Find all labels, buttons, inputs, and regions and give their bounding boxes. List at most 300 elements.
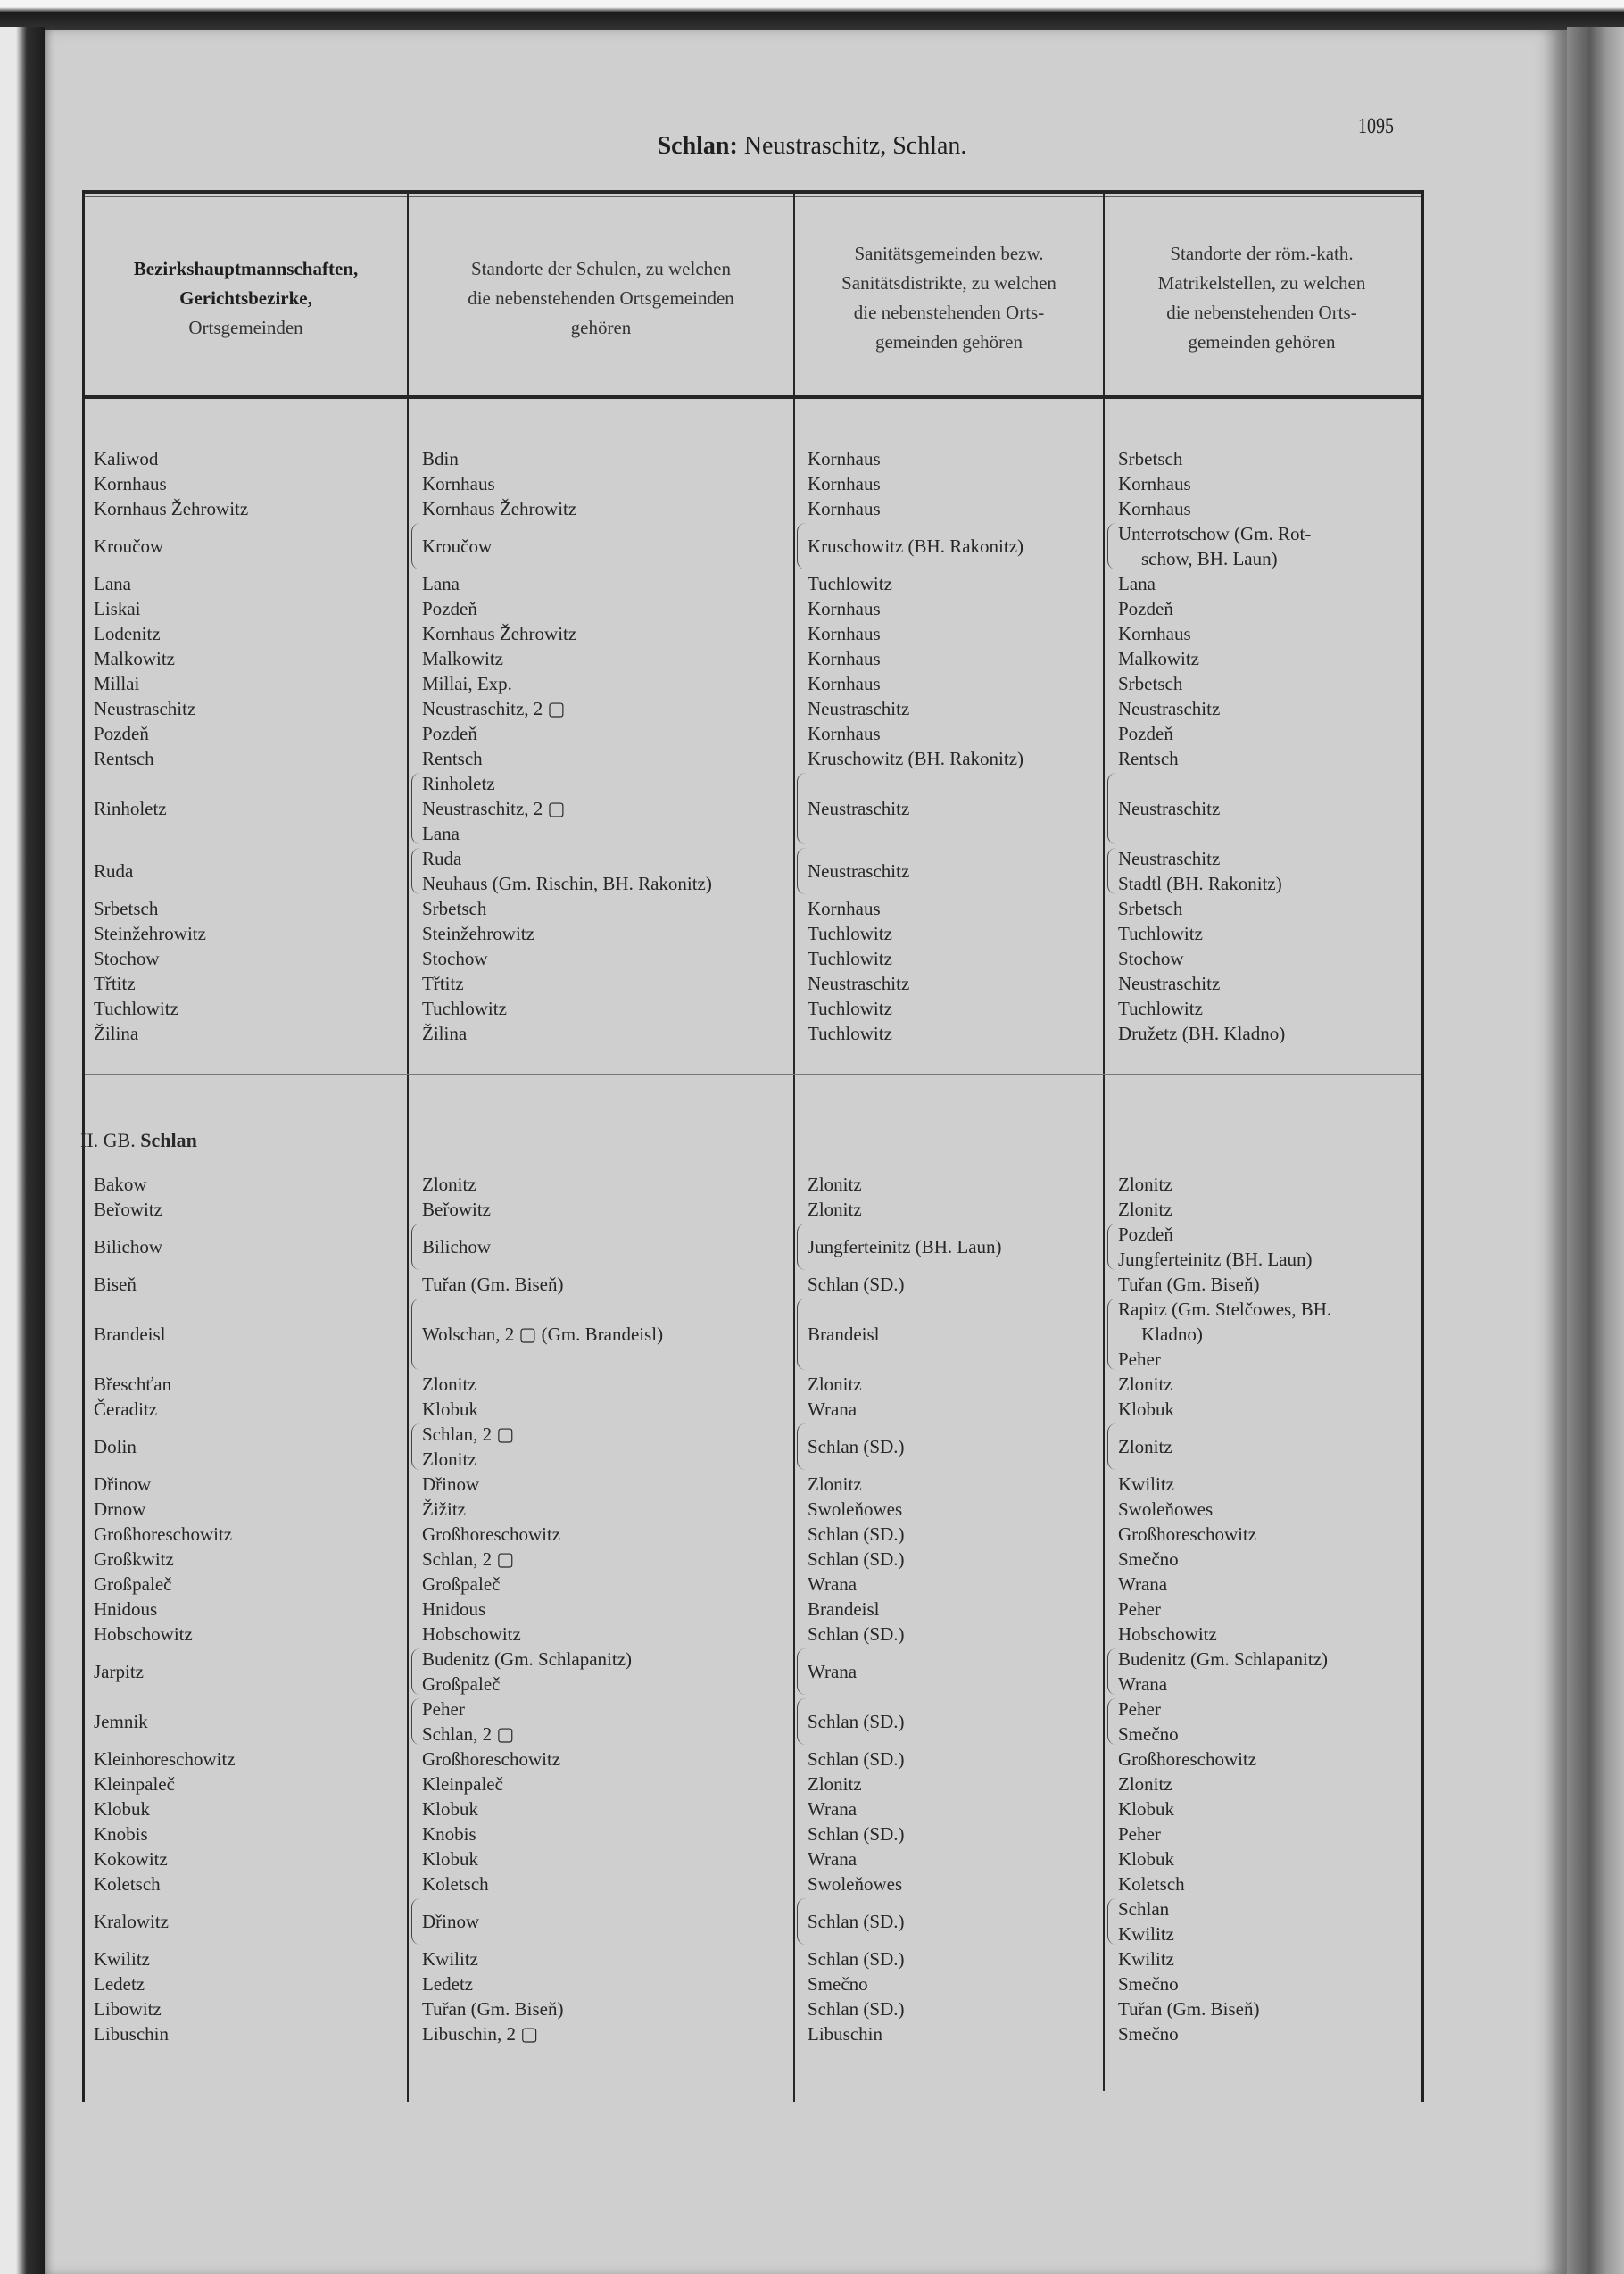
cell-line: Jungferteinitz (BH. Laun) [1118,1249,1313,1270]
cell-line: Neustraschitz, 2 ▢ [422,698,566,719]
cell-line: Unterrotschow (Gm. Rot- [1118,523,1312,544]
ortsgemeinde-name: Kwilitz [94,1948,150,1970]
cell-gemeinde [94,846,133,896]
cell-line: Millai, Exp. [422,673,512,694]
cell-line: Rentsch [1118,748,1179,769]
brace-icon [1107,523,1117,569]
cell-line: Bilichow [422,1236,491,1257]
cell-line: Kornhaus [1118,473,1191,494]
brace-icon [797,1698,807,1745]
cell-matrikel [1118,1747,1256,1772]
cell-schule [422,1272,563,1297]
cell-schule [422,921,534,946]
cell-line: Neustraschitz [808,798,910,819]
cell-line: Zlonitz [1118,1174,1172,1195]
brace-icon [411,1299,421,1370]
cell-gemeinde [94,621,161,646]
cell-line: Schlan (SD.) [808,1911,905,1932]
cell-schule [422,1747,560,1772]
cell-line: Tuchlowitz [808,573,892,594]
ortsgemeinde-name: Kralowitz [94,1911,169,1932]
cell-gemeinde [94,1372,171,1397]
cell-matrikel [1118,1372,1172,1397]
ortsgemeinde-name: Bilichow [94,1236,162,1257]
cell-line: Neustraschitz [1118,798,1221,819]
ortsgemeinde-name: Kleinhoreschowitz [94,1748,236,1770]
cell-schule [422,1572,500,1597]
cell-line: Großhoreschowitz [1118,1748,1257,1770]
cell-line: Budenitz (Gm. Schlapanitz) [422,1648,633,1670]
ortsgemeinde-name: Žilina [94,1023,139,1044]
cell-line: Knobis [422,1823,476,1845]
ortsgemeinde-name: Kroučow [94,535,164,557]
cell-matrikel [1118,1222,1313,1272]
cell-gemeinde [94,1522,232,1547]
cell-line: Smečno [808,1973,868,1995]
cell-gemeinde [94,1272,137,1297]
cell-sanitaet [808,771,909,846]
register-table [82,190,1424,2102]
cell-schule [422,896,486,921]
cell-schule [422,721,477,746]
cell-line: Kornhaus Žehrowitz [422,498,577,519]
ortsgemeinde-name: Biseň [94,1274,137,1295]
cell-matrikel [1118,1272,1259,1297]
cell-gemeinde [94,1197,162,1222]
cell-gemeinde [94,1597,157,1622]
cell-line: Swoleňowes [1118,1498,1214,1520]
column-divider-1 [407,190,409,2102]
cell-line: Klobuk [422,1798,478,1820]
cell-gemeinde [94,1971,145,1996]
cell-sanitaet [808,1697,905,1747]
ortsgemeinde-name: Břeschťan [94,1374,172,1395]
cell-line: Schlan (SD.) [808,1748,905,1770]
cell-line: Neustraschitz [1118,973,1221,994]
cell-line: Srbetsch [1118,673,1183,694]
cell-line: Kornhaus [808,623,881,644]
cell-line: Schlan (SD.) [808,1823,905,1845]
cell-schule [422,1522,560,1547]
cell-line: Kwilitz [1118,1923,1174,1945]
cell-line: Družetz (BH. Kladno) [1118,1023,1286,1044]
cell-line: Neustraschitz [1118,698,1221,719]
page-number: 1095 [1358,114,1394,138]
cell-line: Schlan, 2 ▢ [422,1548,515,1570]
cell-matrikel [1118,971,1220,996]
cell-sanitaet [808,521,1023,571]
cell-schule [422,671,512,696]
ortsgemeinde-name: Kaliwod [94,448,159,469]
cell-gemeinde [94,1822,148,1847]
cell-line: Kornhaus [808,673,881,694]
header-gemeinden: Bezirkshauptmannschaften, Gerichtsbezirke, Ortsgemeinden [133,257,359,338]
ortsgemeinde-name: Lana [94,573,131,594]
ortsgemeinde-name: Knobis [94,1823,148,1845]
scan-left-edge [0,27,45,2274]
cell-gemeinde [94,921,206,946]
cell-sanitaet [808,571,892,596]
cell-schule [422,621,576,646]
cell-matrikel [1118,1772,1172,1797]
ortsgemeinde-name: Großkwitz [94,1548,174,1570]
cell-line: Beřowitz [422,1199,491,1220]
cell-matrikel [1118,1822,1161,1847]
cell-gemeinde [94,996,178,1021]
ortsgemeinde-name: Tuchlowitz [94,998,178,1019]
cell-line: Malkowitz [422,648,503,669]
cell-matrikel [1118,1896,1174,1946]
section-divider [85,1074,1421,1075]
cell-line: Tuchlowitz [808,998,892,1019]
brace-icon [411,523,421,569]
cell-line: Zlonitz [1118,1436,1172,1457]
cell-matrikel [1118,1647,1328,1697]
cell-schule [422,596,477,621]
cell-line: Schlan (SD.) [808,1548,905,1570]
brace-icon [797,848,807,894]
cell-schule [422,1797,478,1822]
cell-sanitaet [808,1422,905,1472]
cell-matrikel [1118,771,1220,846]
brace-icon [797,1898,807,1945]
cell-gemeinde [94,1946,150,1971]
cell-sanitaet [808,1871,902,1896]
cell-matrikel [1118,696,1220,721]
cell-line: Zlonitz [422,1374,476,1395]
cell-line: Třtitz [422,973,464,994]
cell-gemeinde [94,1472,151,1497]
cell-line: Rapitz (Gm. Stelčowes, BH. [1118,1299,1332,1320]
cell-sanitaet [808,646,881,671]
brace-icon [1107,1698,1117,1745]
cell-gemeinde [94,596,141,621]
cell-sanitaet [808,446,881,471]
cell-schule [422,971,464,996]
cell-schule [422,1547,514,1572]
ortsgemeinde-name: Kornhaus [94,473,167,494]
cell-schule [422,946,488,971]
column-divider-3 [1103,190,1105,2091]
cell-line: Kornhaus [1118,498,1191,519]
cell-matrikel [1118,2021,1179,2046]
cell-gemeinde [94,971,136,996]
cell-schule [422,1422,514,1472]
cell-gemeinde [94,1497,145,1522]
cell-line: Kornhaus [808,648,881,669]
cell-line: Zlonitz [422,1448,476,1470]
cell-matrikel [1118,571,1156,596]
cell-schule [422,1397,478,1422]
cell-matrikel [1118,1597,1161,1622]
cell-gemeinde [94,646,175,671]
cell-line: Žižitz [422,1498,466,1520]
running-head [0,132,1624,161]
cell-line: Dřinow [422,1911,480,1932]
cell-sanitaet [808,696,909,721]
cell-line: Kwilitz [1118,1473,1174,1495]
cell-schule [422,1021,467,1046]
cell-line: Pozdeň [1118,598,1173,619]
cell-schule [422,1172,476,1197]
cell-gemeinde [94,1021,138,1046]
cell-gemeinde [94,1871,161,1896]
cell-line: Hobschowitz [1118,1623,1217,1645]
cell-line: Brandeisl [808,1324,880,1345]
cell-schule [422,1647,632,1697]
brace-icon [1107,1648,1117,1695]
cell-sanitaet [808,1647,857,1697]
header-schulen: Standorte der Schulen, zu welchen die nebenstehenden Ortsgemeinden gehören [468,257,734,338]
cell-sanitaet [808,896,881,921]
brace-icon [797,1648,807,1695]
cell-gemeinde [94,746,154,771]
cell-line: Koletsch [422,1873,489,1895]
cell-line: Tuchlowitz [422,998,507,1019]
cell-matrikel [1118,496,1191,521]
cell-gemeinde [94,1996,162,2021]
cell-line: Lana [422,823,460,844]
cell-line: Swoleňowes [808,1498,903,1520]
cell-line: Neustraschitz [808,860,910,882]
cell-gemeinde [94,1647,144,1697]
cell-gemeinde [94,1772,175,1797]
cell-line: Kroučow [422,535,493,557]
cell-gemeinde [94,1422,137,1472]
cell-line: Ruda [422,848,462,869]
brace-icon [797,523,807,569]
ortsgemeinde-name: Drnow [94,1498,146,1520]
cell-schule [422,1946,478,1971]
ortsgemeinde-name: Srbetsch [94,898,159,919]
cell-line: Schlan (SD.) [808,1274,905,1295]
cell-sanitaet [808,1222,1002,1272]
cell-line: Wrana [1118,1673,1168,1695]
cell-schule [422,1497,466,1522]
cell-gemeinde [94,571,131,596]
cell-line: Zlonitz [1118,1773,1172,1795]
cell-line: Zlonitz [808,1473,862,1495]
cell-line: Peher [1118,1823,1161,1845]
cell-line: Budenitz (Gm. Schlapanitz) [1118,1648,1329,1670]
ortsgemeinde-name: Libuschin [94,2023,169,2045]
cell-matrikel [1118,621,1191,646]
cell-sanitaet [808,746,1023,771]
cell-matrikel [1118,1697,1179,1747]
ortsgemeinde-name: Malkowitz [94,648,175,669]
cell-line: Srbetsch [1118,898,1183,919]
cell-line: Smečno [1118,1973,1179,1995]
cell-line: Großpaleč [422,1573,501,1595]
cell-schule [422,1772,503,1797]
cell-line: Zlonitz [808,1374,862,1395]
brace-icon [411,848,421,894]
cell-line: Brandeisl [808,1598,880,1620]
cell-matrikel [1118,471,1191,496]
brace-icon [411,1423,421,1470]
ortsgemeinde-name: Liskai [94,598,141,619]
cell-sanitaet [808,1772,862,1797]
cell-matrikel [1118,1497,1213,1522]
cell-matrikel [1118,1172,1172,1197]
cell-line: Schlan (SD.) [808,1436,905,1457]
cell-line: Steinžehrowitz [422,923,534,944]
cell-line: Zlonitz [1118,1199,1172,1220]
cell-schule [422,1847,478,1871]
ortsgemeinde-name: Čeraditz [94,1398,158,1420]
cell-schule [422,696,565,721]
cell-line: Großpaleč [422,1673,501,1695]
cell-sanitaet [808,1372,862,1397]
cell-sanitaet [808,496,881,521]
cell-sanitaet [808,2021,882,2046]
cell-line: Pozdeň [1118,723,1173,744]
ortsgemeinde-name: Großpaleč [94,1573,172,1595]
cell-sanitaet [808,1021,892,1046]
cell-line: Schlan, 2 ▢ [422,1723,515,1745]
cell-gemeinde [94,696,195,721]
cell-line: Kwilitz [1118,1948,1174,1970]
cell-line: Neuhaus (Gm. Rischin, BH. Rakonitz) [422,873,712,894]
cell-line: Schlan, 2 ▢ [422,1423,515,1445]
cell-schule [422,471,495,496]
cell-matrikel [1118,1422,1172,1472]
top-rule [85,190,1421,194]
brace-icon [411,1648,421,1695]
ortsgemeinde-name: Kornhaus Žehrowitz [94,498,249,519]
cell-line: Zlonitz [422,1174,476,1195]
cell-line: Hnidous [422,1598,486,1620]
cell-sanitaet [808,1797,857,1822]
cell-line: Tuřan (Gm. Biseň) [1118,1998,1260,2020]
cell-line: Kwilitz [422,1948,478,1970]
cell-line: Kornhaus Žehrowitz [422,623,577,644]
ortsgemeinde-name: Libowitz [94,1998,162,2020]
cell-line: Schlan (SD.) [808,1623,905,1645]
cell-matrikel [1118,1397,1174,1422]
cell-line: Stochow [422,948,488,969]
cell-schule [422,1197,491,1222]
brace-icon [1107,773,1117,844]
cell-line: Klobuk [422,1398,478,1420]
cell-sanitaet [808,1197,862,1222]
cell-schule [422,1372,476,1397]
ortsgemeinde-name: Ledetz [94,1973,145,1995]
cell-sanitaet [808,1971,868,1996]
column-divider-2 [793,190,795,2102]
running-head-district: Schlan: [657,132,738,160]
cell-sanitaet [808,1522,905,1547]
cell-schule [422,746,483,771]
section-2-title: II. GB. Schlan [80,1129,197,1151]
cell-line: Schlan (SD.) [808,1948,905,1970]
cell-line: Libuschin [808,2023,882,2045]
scan-right-edge [1567,27,1624,2274]
cell-line: Klobuk [1118,1798,1174,1820]
cell-line: Tuchlowitz [1118,998,1203,1019]
ortsgemeinde-name: Beřowitz [94,1199,162,1220]
ortsgemeinde-name: Kokowitz [94,1848,168,1870]
cell-line: Zlonitz [808,1773,862,1795]
cell-sanitaet [808,1622,905,1647]
cell-gemeinde [94,1896,169,1946]
brace-icon [1107,848,1117,894]
cell-line: Klobuk [422,1848,478,1870]
brace-icon [1107,1299,1117,1370]
cell-line: Wrana [808,1848,858,1870]
cell-schule [422,996,507,1021]
cell-matrikel [1118,671,1182,696]
cell-line: Tuchlowitz [1118,923,1203,944]
ortsgemeinde-name: Lodenitz [94,623,161,644]
cell-matrikel [1118,646,1199,671]
cell-gemeinde [94,1222,162,1272]
cell-sanitaet [808,1272,905,1297]
brace-icon [411,773,421,844]
cell-schule [422,446,459,471]
cell-line: Wrana [808,1398,858,1420]
ortsgemeinde-name: Stochow [94,948,160,969]
cell-matrikel [1118,996,1203,1021]
cell-line: Klobuk [1118,1848,1174,1870]
cell-line: Kleinpaleč [422,1773,503,1795]
cell-line: Lana [422,573,460,594]
ortsgemeinde-name: Brandeisl [94,1324,166,1345]
cell-matrikel [1118,921,1203,946]
cell-matrikel [1118,1547,1179,1572]
cell-sanitaet [808,1946,905,1971]
cell-line: Kornhaus [1118,623,1191,644]
cell-gemeinde [94,471,167,496]
ortsgemeinde-name: Großhoreschowitz [94,1523,233,1545]
cell-schule [422,1871,489,1896]
ortsgemeinde-name: Rinholetz [94,798,167,819]
cell-line: Pozdeň [422,723,477,744]
cell-line: Neustraschitz [1118,848,1221,869]
cell-line: Hobschowitz [422,1623,521,1645]
brace-icon [797,1423,807,1470]
cell-schule [422,1896,479,1946]
cell-sanitaet [808,1172,862,1197]
cell-sanitaet [808,971,909,996]
ortsgemeinde-name: Pozdeň [94,723,149,744]
cell-matrikel [1118,946,1184,971]
cell-schule [422,1222,491,1272]
cell-gemeinde [94,771,167,846]
cell-matrikel [1118,721,1173,746]
cell-gemeinde [94,521,163,571]
cell-line: Tuřan (Gm. Biseň) [422,1998,564,2020]
cell-gemeinde [94,1797,150,1822]
cell-matrikel [1118,446,1182,471]
cell-line: Swoleňowes [808,1873,903,1895]
cell-line: Malkowitz [1118,648,1199,669]
cell-schule [422,571,460,596]
cell-matrikel [1118,521,1311,571]
cell-line: Rentsch [422,748,483,769]
cell-line: Dřinow [422,1473,480,1495]
brace-icon [1107,1423,1117,1470]
cell-line: Smečno [1118,2023,1179,2045]
cell-matrikel [1118,1871,1185,1896]
brace-icon [411,1898,421,1945]
cell-matrikel [1118,596,1173,621]
cell-line: Schlan [1118,1898,1170,1920]
cell-line: Srbetsch [422,898,487,919]
cell-line: Koletsch [1118,1873,1185,1895]
ortsgemeinde-name: Třtitz [94,973,136,994]
cell-matrikel [1118,1797,1174,1822]
